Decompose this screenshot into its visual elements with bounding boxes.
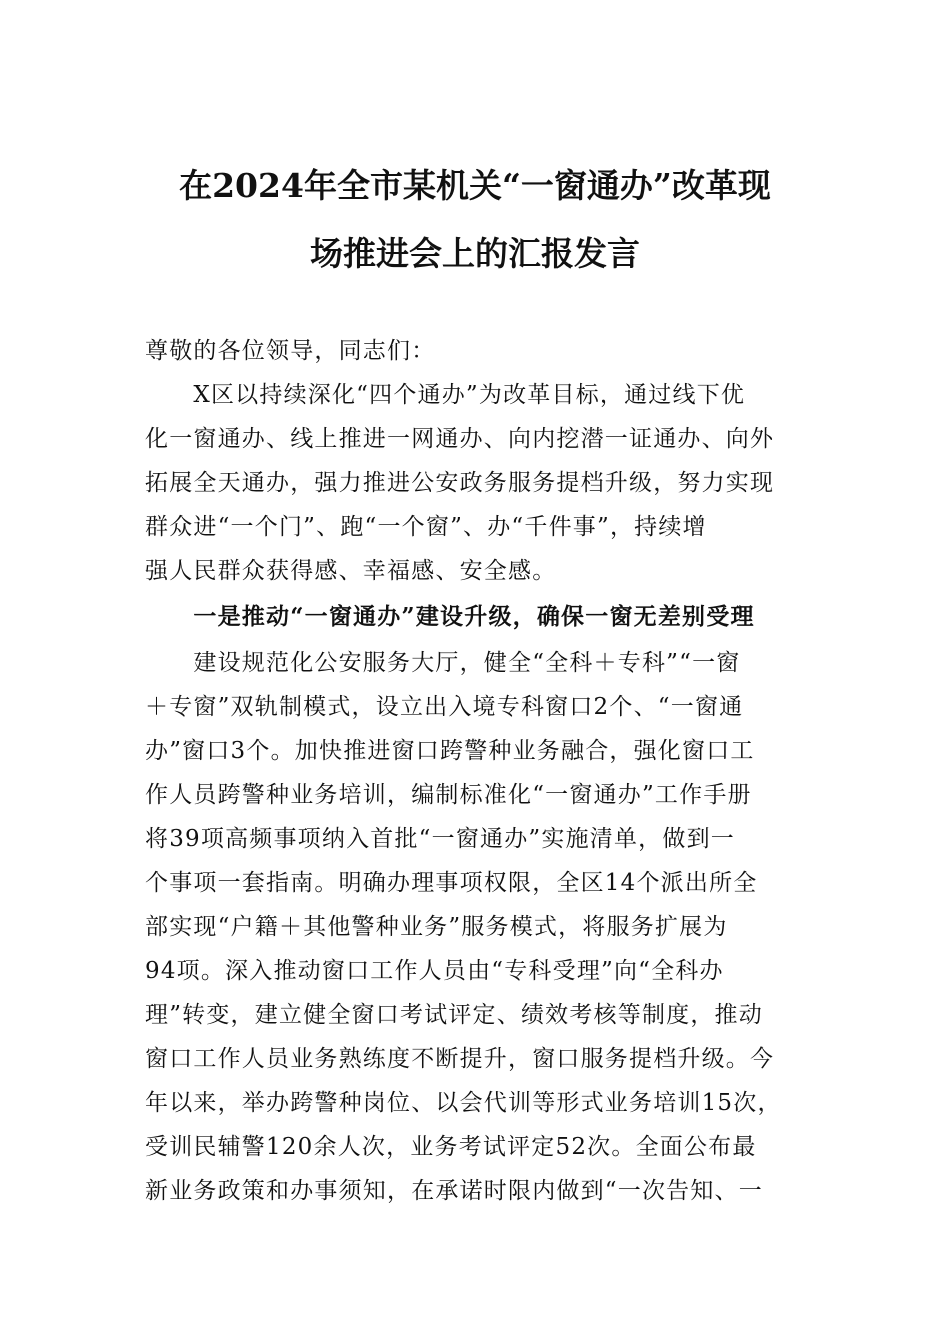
body-line: 94项。深入推动窗口工作人员由“专科受理”向“全科办 bbox=[145, 958, 724, 984]
body-line: 受训民辅警120余人次，业务考试评定52次。全面公布最 bbox=[145, 1134, 757, 1160]
body-line: 将39项高频事项纳入首批“一窗通办”实施清单，做到一 bbox=[145, 826, 735, 852]
body-line: 部实现“户籍＋其他警种业务”服务模式，将服务扩展为 bbox=[145, 914, 728, 940]
document-title-line-1: 在2024年全市某机关“一窗通办”改革现 bbox=[179, 166, 771, 205]
body-line: 建设规范化公安服务大厅，健全“全科＋专科”“一窗 bbox=[145, 650, 741, 676]
body-line: ＋专窗”双轨制模式，设立出入境专科窗口2个、“一窗通 bbox=[145, 694, 744, 720]
body-line: 作人员跨警种业务培训，编制标准化“一窗通办”工作手册 bbox=[145, 782, 752, 808]
body-line: 群众进“一个门”、跑“一个窗”、办“千件事”，持续增 bbox=[145, 514, 707, 540]
body-line: 个事项一套指南。明确办理事项权限，全区14个派出所全 bbox=[145, 870, 758, 896]
body-line: 强人民群众获得感、幸福感、安全感。 bbox=[145, 558, 557, 584]
body-line: 理”转变，建立健全窗口考试评定、绩效考核等制度，推动 bbox=[145, 1002, 763, 1028]
salutation: 尊敬的各位领导，同志们： bbox=[145, 338, 436, 364]
document-title-line-2: 场推进会上的汇报发言 bbox=[310, 234, 640, 273]
body-line: 新业务政策和办事须知，在承诺时限内做到“一次告知、一 bbox=[145, 1178, 763, 1204]
body-line: 年以来，举办跨警种岗位、以会代训等形式业务培训15次， bbox=[145, 1090, 782, 1116]
body-line: 窗口工作人员业务熟练度不断提升，窗口服务提档升级。今 bbox=[145, 1046, 775, 1072]
body-line: 办”窗口3个。加快推进窗口跨警种业务融合，强化窗口工 bbox=[145, 738, 755, 764]
section-heading: 一是推动“一窗通办”建设升级，确保一窗无差别受理 bbox=[145, 603, 755, 630]
body-line: 拓展全天通办，强力推进公安政务服务提档升级，努力实现 bbox=[145, 470, 775, 496]
body-line: X区以持续深化“四个通办”为改革目标，通过线下优 bbox=[145, 382, 746, 408]
body-line: 化一窗通办、线上推进一网通办、向内挖潜一证通办、向外 bbox=[145, 426, 775, 452]
